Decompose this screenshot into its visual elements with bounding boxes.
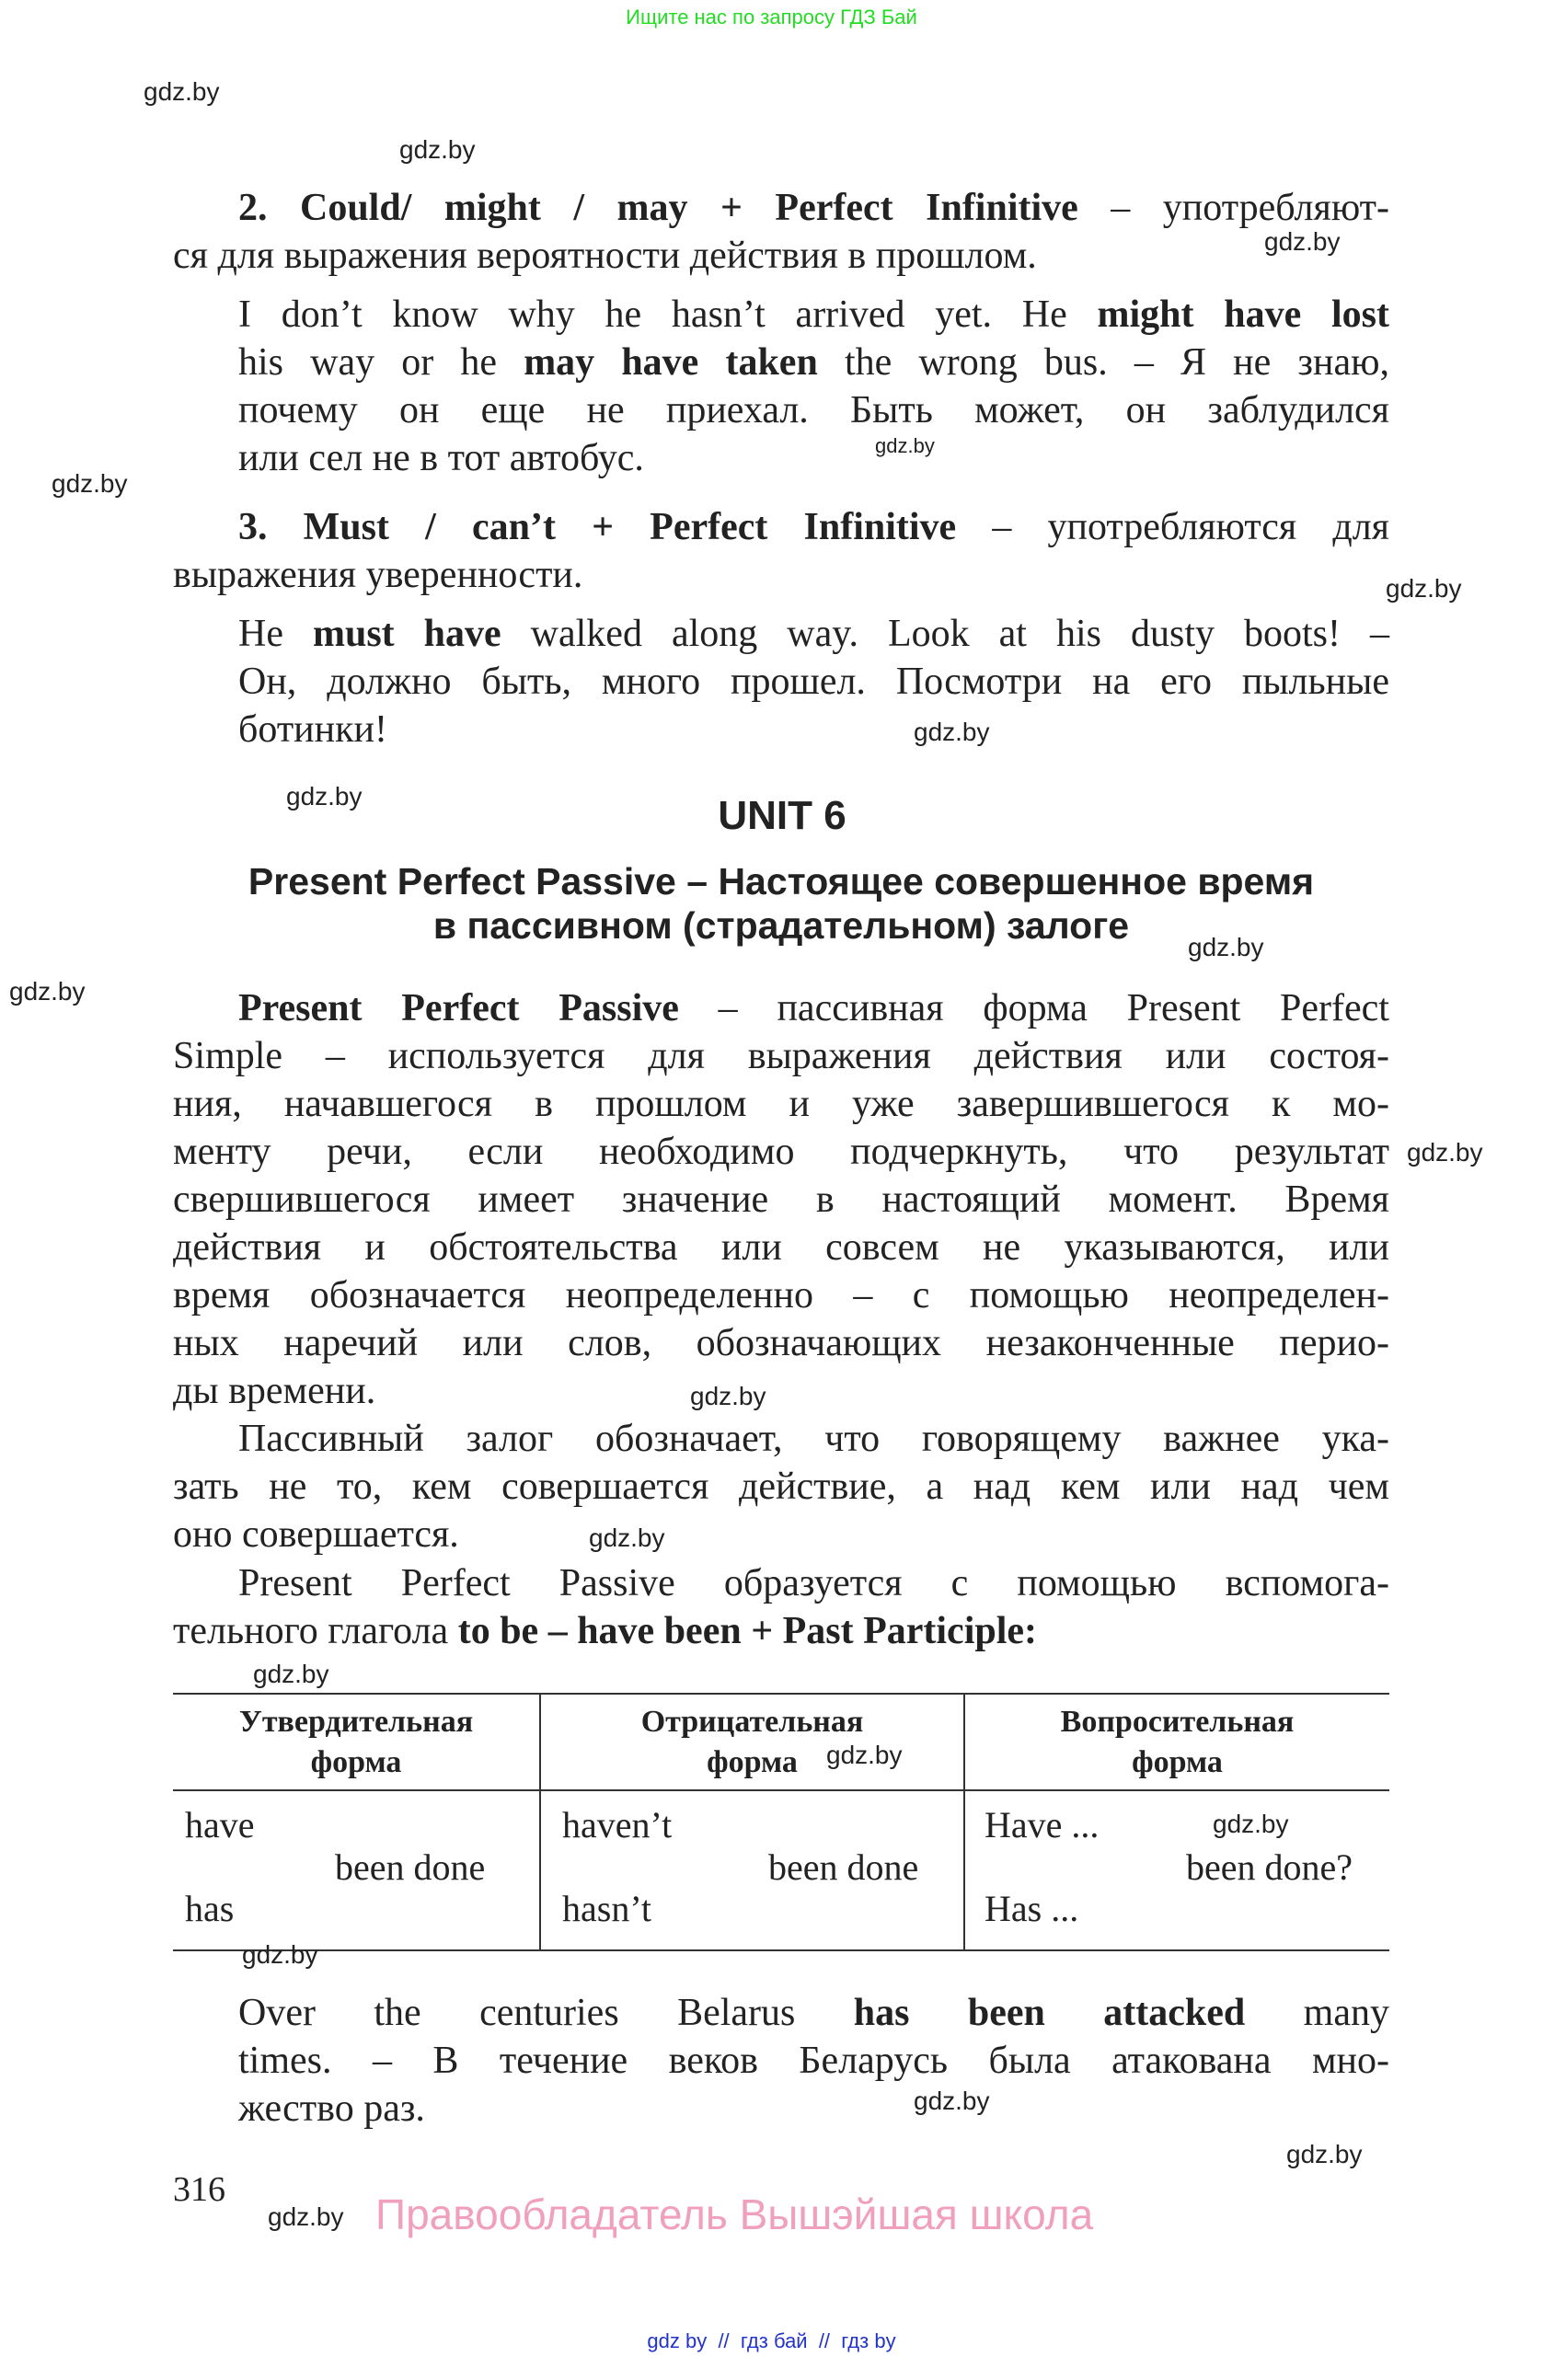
watermark: gdz.by	[253, 1660, 329, 1688]
text-run: оно совершается.	[173, 1513, 459, 1556]
text-line	[238, 434, 1389, 482]
text-run: ботинки!	[238, 708, 387, 751]
text-line	[238, 658, 1389, 706]
text-line	[173, 1319, 1389, 1367]
text-line	[173, 1367, 1389, 1415]
watermark: gdz.by	[144, 77, 220, 106]
definition-paragraph	[173, 984, 1389, 1415]
text-run: many	[1245, 1992, 1389, 2034]
footer-links[interactable]: gdz by // гдз бай // гдз by	[647, 2329, 896, 2352]
text-line	[173, 1559, 1389, 1607]
cell-have-question: Have ...	[985, 1804, 1100, 1845]
watermark: gdz.by	[1213, 1810, 1289, 1838]
unit-title: UNIT 6	[718, 793, 846, 838]
text-line	[173, 1415, 1389, 1463]
text-run: – употребляются для	[956, 506, 1389, 548]
text-run: Пассивный залог обозначает, что говорящему важнее ука-	[238, 1418, 1389, 1460]
text-run: I don’t know why he hasn’t arrived yet. He	[238, 293, 1098, 336]
text-run: – пассивная форма Present Perfect	[678, 987, 1389, 1029]
header-line: Вопросительная	[1060, 1705, 1295, 1739]
table-top-border	[173, 1693, 1389, 1695]
text-line	[173, 551, 1389, 599]
cell-been-done: been done	[335, 1846, 486, 1888]
watermark: gdz.by	[399, 135, 476, 164]
text-line	[238, 2085, 1389, 2133]
text-run: – употребляют-	[1077, 187, 1389, 229]
text-run: свершившегося имеет значение в настоящий момент. Время	[173, 1179, 1389, 1221]
text-line	[173, 1080, 1389, 1128]
text-line	[238, 386, 1389, 434]
section-title-line-1: Present Perfect Passive – Настоящее совершенное время	[248, 860, 1315, 903]
text-line	[238, 706, 1389, 753]
watermark: gdz.by	[1386, 574, 1462, 603]
text-line	[173, 232, 1389, 280]
watermark: gdz.by	[690, 1382, 766, 1410]
text-line	[238, 610, 1389, 658]
text-run: действия и обстоятельства или совсем не указываются, или	[173, 1226, 1389, 1269]
text-run: зать не то, кем совершается действие, а над кем или над чем	[173, 1466, 1389, 1508]
text-run: жество раз.	[238, 2087, 425, 2130]
cell-have: have	[185, 1804, 255, 1845]
bold-text: must have	[312, 613, 501, 655]
header-line: Утвердительная	[238, 1705, 474, 1739]
text-run: ды времени.	[173, 1370, 376, 1412]
rule-2-example	[238, 291, 1389, 482]
text-run: Present Perfect Passive образуется с помощью вспомога-	[238, 1562, 1389, 1604]
text-line	[238, 1989, 1389, 2037]
text-run: the wrong bus. – Я не знаю,	[817, 341, 1389, 384]
text-run: Over the centuries Belarus	[238, 1992, 854, 2034]
text-run: ния, начавшегося в прошлом и уже завершившегося к мо-	[173, 1083, 1389, 1125]
header-line: форма	[1132, 1745, 1223, 1779]
text-run: Simple – используется для выражения действия или состоя-	[173, 1035, 1389, 1077]
copyright-notice: Правообладатель Вышэйшая школа	[375, 2190, 1094, 2238]
text-run: ся для выражения вероятности действия в прошлом.	[173, 235, 1037, 277]
rule-2-paragraph	[173, 184, 1389, 280]
table-header-affirmative	[173, 1702, 539, 1783]
watermark: gdz.by	[1188, 933, 1264, 961]
watermark: gdz.by	[9, 977, 86, 1006]
watermark: gdz.by	[1407, 1138, 1483, 1167]
watermark: gdz.by	[1264, 227, 1341, 256]
rule-3-paragraph	[173, 503, 1389, 599]
text-line	[173, 1224, 1389, 1271]
bold-text: Present Perfect Passive	[238, 987, 679, 1029]
top-banner[interactable]: Ищите нас по запросу ГДЗ Бай	[626, 6, 917, 29]
text-run: тельного глагола	[173, 1610, 458, 1652]
text-run: почему он еще не приехал. Быть может, он заблудился	[238, 389, 1389, 431]
header-line: форма	[310, 1745, 402, 1779]
header-line: форма	[707, 1745, 798, 1779]
formation-paragraph	[173, 1559, 1389, 1655]
watermark: gdz.by	[914, 718, 990, 746]
bold-text: might have lost	[1097, 293, 1390, 336]
text-run: times. – В течение веков Беларусь была атакована мно-	[238, 2040, 1389, 2082]
text-run: Он, должно быть, много прошел. Посмотри на его пыльные	[238, 661, 1389, 703]
rule-3-example	[238, 610, 1389, 753]
watermark: gdz.by	[52, 469, 128, 498]
text-line	[238, 291, 1389, 339]
bold-text: 3. Must / can’t + Perfect Infinitive	[238, 506, 957, 548]
text-run: менту речи, если необходимо подчеркнуть, что результат	[173, 1131, 1389, 1173]
text-line	[173, 1607, 1389, 1655]
watermark: gdz.by	[826, 1741, 903, 1769]
cell-been-done-question: been done?	[1186, 1846, 1353, 1888]
text-line	[173, 1271, 1389, 1319]
text-line	[173, 1511, 1389, 1558]
text-run: his way or he	[238, 341, 524, 384]
watermark: gdz.by	[268, 2202, 344, 2231]
text-line	[238, 339, 1389, 386]
watermark: gdz.by	[589, 1523, 665, 1552]
bold-text: has been attacked	[853, 1992, 1246, 2034]
example-paragraph	[238, 1989, 1389, 2133]
watermark: gdz.by	[914, 2087, 990, 2115]
watermark: gdz.by	[1286, 2140, 1363, 2168]
text-line	[173, 1176, 1389, 1224]
cell-has-question: Has ...	[985, 1888, 1079, 1929]
bold-text: to be – have been + Past Participle:	[457, 1610, 1038, 1652]
header-line: Отрицательная	[640, 1705, 864, 1739]
text-line	[173, 503, 1389, 551]
table-header-border	[173, 1789, 1389, 1791]
text-line	[173, 1128, 1389, 1176]
text-line	[238, 2037, 1389, 2085]
watermark: gdz.by	[242, 1940, 318, 1969]
passive-voice-paragraph	[173, 1415, 1389, 1558]
section-title-line-2: в пассивном (страдательном) залоге	[432, 904, 1130, 947]
cell-has: has	[185, 1888, 235, 1929]
text-run: или сел не в тот автобус.	[238, 437, 644, 479]
text-line	[173, 1463, 1389, 1511]
table-header-question	[965, 1702, 1389, 1783]
text-run: walked along way. Look at his dusty boots! –	[501, 613, 1389, 655]
watermark: gdz.by	[286, 782, 363, 811]
text-line	[173, 1032, 1389, 1080]
bold-text: 2. Could/ might / may + Perfect Infinitive	[238, 187, 1078, 229]
cell-havent: haven’t	[562, 1804, 673, 1845]
text-run: ных наречий или слов, обозначающих незаконченные перио-	[173, 1322, 1389, 1364]
cell-been-done: been done	[768, 1846, 919, 1888]
text-run: He	[238, 613, 313, 655]
text-line	[173, 184, 1389, 232]
bold-text: may have taken	[524, 341, 818, 384]
text-run: выражения уверенности.	[173, 554, 583, 596]
text-line	[173, 984, 1389, 1032]
cell-hasnt: hasn’t	[562, 1888, 652, 1929]
page-number: 316	[173, 2170, 225, 2209]
table-bottom-border	[173, 1949, 1389, 1951]
text-run: время обозначается неопределенно – с помощью неопределен-	[173, 1274, 1389, 1316]
watermark: gdz.by	[875, 434, 935, 457]
